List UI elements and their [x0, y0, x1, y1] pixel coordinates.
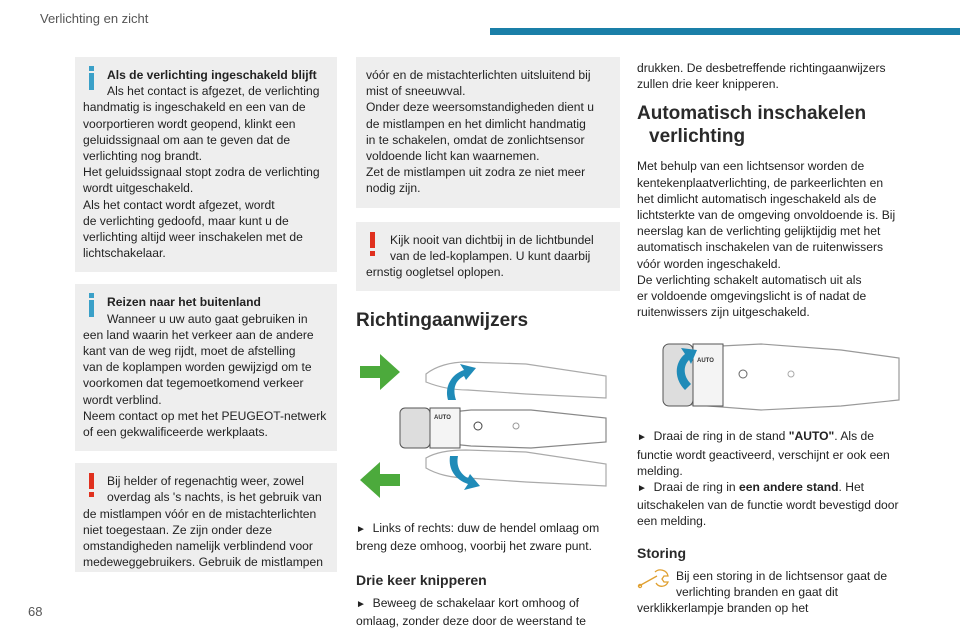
- text-line: Onder deze weersomstandigheden dient u: [366, 100, 594, 115]
- warning-box-foglights: [75, 463, 337, 572]
- text-line: er voldoende omgevingslicht is of nadat de: [637, 289, 867, 304]
- bullet-arrow-icon: ►: [637, 483, 647, 495]
- text-line: de verlichting gedoofd, maar kunt u de: [83, 213, 289, 228]
- column-1: [75, 50, 337, 582]
- bullet-arrow-icon: ►: [637, 432, 647, 444]
- text-line: de mistlampen vóór en de mistachterlichten: [83, 506, 317, 521]
- paragraph-sensor: [637, 158, 907, 320]
- heading-automatisch: [637, 102, 907, 148]
- text-line: neerslag kan de verlichting gelijktijdig met het: [637, 224, 881, 239]
- warning-icon: [87, 473, 97, 497]
- arrow-left-icon: [360, 462, 400, 498]
- text-line: verlichting altijd weer inschakelen met de: [83, 230, 303, 245]
- text-line: Neem contact op met het PEUGEOT-netwerk: [83, 408, 327, 423]
- heading-line: verlichting: [649, 126, 746, 148]
- text-line: of een gekwalificeerde werkplaats.: [83, 425, 268, 440]
- text-line: vóór en de mistachterlichten uitsluitend bij: [366, 68, 591, 82]
- text-line: ruitenwissers zijn uitgeschakeld.: [637, 305, 810, 320]
- info-box-abroad: [75, 284, 337, 451]
- text-line: geluidssignaal om aan te geven dat de: [83, 132, 291, 147]
- text-line: een melding.: [637, 514, 707, 529]
- heading-richtingaanwijzers: Richtingaanwijzers: [356, 310, 529, 332]
- text-line: ernstig oogletsel oplopen.: [366, 265, 504, 280]
- stalk-auto-label: AUTO: [697, 358, 714, 365]
- text-line: Bij een storing in de lichtsensor gaat de: [676, 568, 888, 583]
- text-line: wordt uitgeschakeld.: [83, 181, 194, 196]
- info-box-heading: Reizen naar het buitenland: [107, 295, 261, 310]
- text-line: mist of sneeuwval.: [366, 84, 466, 99]
- text-line: overdag als 's nachts, is het gebruik van: [107, 490, 322, 505]
- indicator-stalk-drawing: [356, 346, 620, 508]
- paragraph-storing: [637, 568, 907, 617]
- text-line: ► Links of rechts: duw de hendel omlaag om: [356, 521, 600, 536]
- text-line: ► Draai de ring in een andere stand. Het: [637, 480, 865, 495]
- stalk-auto-label: AUTO: [434, 415, 451, 422]
- bullet-arrow-icon: ►: [356, 524, 366, 536]
- text-line: kant van de weg rijdt, moet de afstelling: [83, 344, 296, 359]
- text-line: verklikkerlampje branden op het: [637, 601, 809, 616]
- text-line: Zet de mistlampen uit zodra ze niet meer: [366, 165, 586, 180]
- text-line: Wanneer u uw auto gaat gebruiken in: [107, 311, 308, 326]
- text-line: ► Beweeg de schakelaar kort omhoog of: [356, 595, 580, 610]
- heading-line: Automatisch inschakelen: [637, 103, 867, 125]
- info-icon: [86, 66, 99, 90]
- text-line: voorkomen dat tegemoetkomend verkeer: [83, 376, 304, 391]
- column-2: [356, 50, 620, 629]
- header-section-title: Verlichting en zicht: [40, 11, 149, 26]
- text-line: kentekenplaatverlichting, de parkeerlichten en: [637, 175, 884, 190]
- text-line: De verlichting schakelt automatisch uit als: [637, 272, 862, 287]
- paragraph-ring-auto: [637, 428, 907, 529]
- text-line: vóór worden ingeschakeld.: [637, 256, 781, 271]
- warning-icon: [368, 232, 378, 256]
- text-line: Bij helder of regenachtig weer, zowel: [107, 474, 304, 489]
- text-line: omstandigheden namelijk verblindend voor: [83, 539, 313, 554]
- page-number: 68: [28, 604, 43, 619]
- heading-storing: Storing: [637, 544, 686, 561]
- info-box-heading: Als de verlichting ingeschakeld blijft: [107, 68, 317, 82]
- text-line: functie wordt geactiveerd, verschijnt er ook een: [637, 447, 890, 462]
- text-line: verlichting nog brandt.: [83, 149, 202, 164]
- text-line: lichtsterkte van de omgeving onvoldoende is. Bij: [637, 208, 896, 223]
- heading-drie-keer: Drie keer knipperen: [356, 571, 487, 588]
- column-3: [637, 50, 907, 616]
- warning-box-foglights-cont: [356, 57, 620, 208]
- warning-box-led: [356, 222, 620, 292]
- text-line: medeweggebruikers. Gebruik de mistlampen: [83, 555, 323, 570]
- text-line: automatisch inschakelen van de ruitenwissers: [637, 240, 884, 255]
- text-line: een land waarin het verkeer aan de andere: [83, 327, 314, 342]
- text-line: Met behulp van een lichtsensor worden de: [637, 159, 865, 174]
- header-accent-bar: [490, 28, 960, 35]
- text-line: handmatig is ingeschakeld en een van de: [83, 100, 306, 115]
- text-line: uitschakelen van de functie wordt bevestigd door: [637, 498, 899, 513]
- text-line: lichtschakelaar.: [83, 246, 166, 261]
- paragraph-beweeg: [356, 595, 620, 629]
- text-line: Het geluidssignaal stopt zodra de verlichting: [83, 165, 320, 180]
- text-line: verlichting branden en gaat dit: [676, 584, 839, 599]
- text-line: Kijk nooit van dichtbij in de lichtbundel: [390, 232, 594, 247]
- text-line: het dimlicht automatisch ingeschakeld als de: [637, 191, 877, 206]
- text-line: drukken. De desbetreffende richtingaanwijzers: [637, 61, 886, 75]
- wrench-icon: [637, 568, 671, 590]
- text-line: breng deze omhoog, voorbij het zware punt.: [356, 539, 592, 554]
- info-icon: [86, 293, 99, 317]
- arrow-right-icon: [360, 354, 400, 390]
- paragraph-links-rechts: [356, 520, 620, 554]
- text-line: Als het contact wordt afgezet, wordt: [83, 197, 275, 212]
- text-line: Als het contact is afgezet, de verlichting: [107, 84, 320, 99]
- paragraph-drukken: [637, 60, 907, 92]
- text-line: niet toegestaan. Ze zijn onder deze: [83, 522, 272, 537]
- text-line: zullen drie keer knipperen.: [637, 77, 779, 92]
- auto-ring-drawing: [651, 334, 901, 416]
- text-line: wordt verblind.: [83, 392, 162, 407]
- indicator-stalk-illustration: [356, 346, 620, 508]
- text-line: voorportieren wordt geopend, klinkt een: [83, 116, 296, 131]
- bullet-arrow-icon: ►: [356, 598, 366, 610]
- text-line: omlaag, zonder deze door de weerstand te: [356, 613, 586, 628]
- push-down-hand-arrow: [450, 456, 480, 490]
- push-up-hand-arrow: [447, 364, 476, 400]
- text-line: de mistlampen en het dimlicht handmatig: [366, 116, 586, 131]
- text-line: van de koplampen worden gewijzigd om te: [83, 360, 312, 375]
- text-line: nodig zijn.: [366, 181, 421, 196]
- text-line: melding.: [637, 463, 683, 478]
- auto-ring-illustration: [651, 334, 915, 416]
- text-line: in te schakelen, omdat de zonlichtsensor: [366, 132, 585, 147]
- text-line: van de led-koplampen. U kunt daarbij: [390, 248, 591, 263]
- text-line: ► Draai de ring in de stand "AUTO". Als de: [637, 429, 874, 444]
- text-line: voldoende licht kan waarnemen.: [366, 149, 540, 164]
- info-box-lighting-on: [75, 57, 337, 272]
